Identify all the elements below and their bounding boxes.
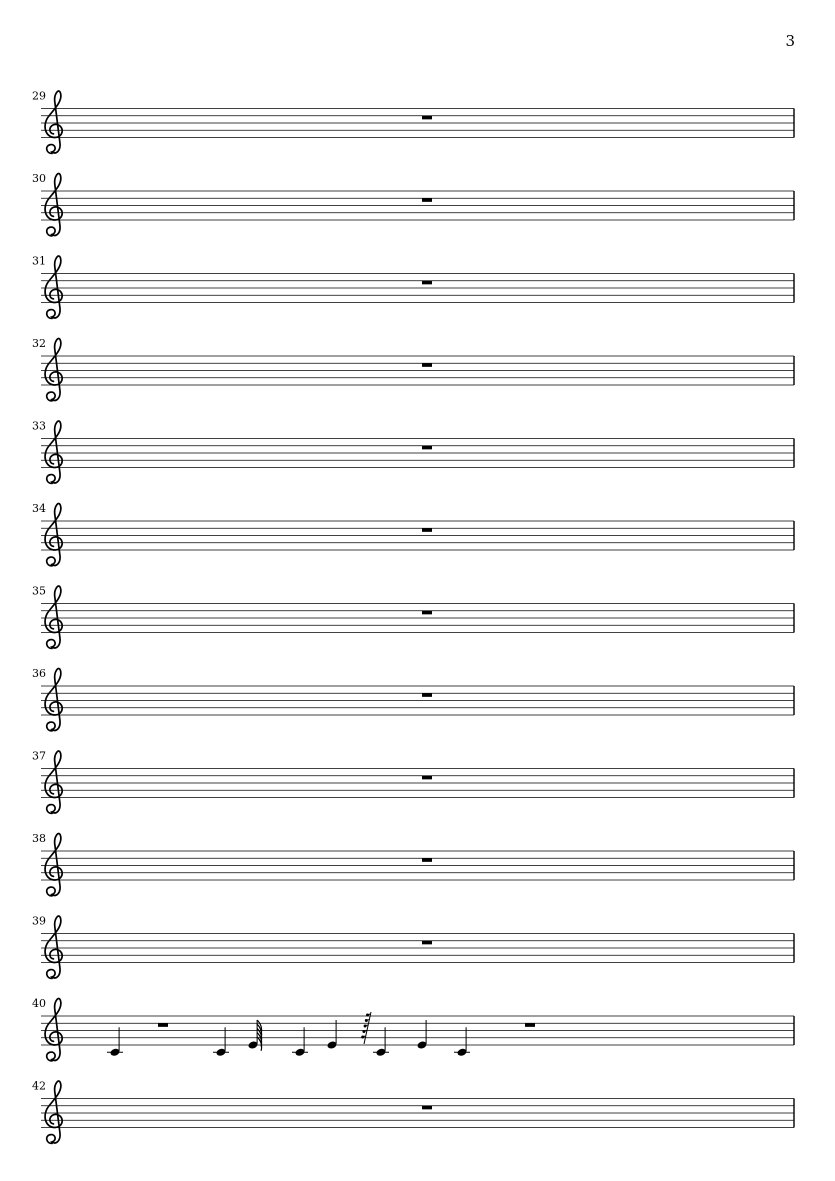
measure-number: 40: [32, 997, 46, 1010]
treble-clef-icon: [45, 421, 62, 483]
staff-system: [32, 337, 794, 401]
treble-clef-icon: [45, 669, 62, 731]
treble-clef-icon: [45, 1081, 62, 1143]
measure-number: 29: [32, 89, 46, 103]
measure-number: 36: [32, 667, 46, 680]
treble-clef-icon: [45, 834, 62, 896]
page-number: 3: [785, 32, 795, 50]
treble-clef-icon: [45, 504, 62, 566]
whole-rest: [422, 693, 432, 697]
treble-clef-icon: [45, 339, 62, 401]
rest-stem: [364, 1012, 371, 1044]
staff-system: [32, 172, 794, 236]
whole-rest: [422, 941, 432, 945]
treble-clef-icon: [45, 751, 62, 813]
measure-number: 39: [32, 914, 46, 928]
staff-system: [32, 832, 794, 896]
treble-clef-icon: [45, 256, 62, 318]
staff-system: [32, 667, 794, 731]
measure-number: 37: [32, 749, 46, 763]
treble-clef-icon: [45, 999, 62, 1061]
treble-clef-icon: [45, 916, 62, 978]
treble-clef-icon: [45, 91, 62, 153]
whole-rest: [158, 1023, 168, 1027]
staff-system: [32, 997, 794, 1061]
whole-rest: [422, 1106, 432, 1110]
staff-system: [32, 750, 794, 814]
whole-rest: [422, 611, 432, 615]
whole-rest: [422, 363, 432, 367]
whole-rest: [422, 858, 432, 862]
treble-clef-icon: [45, 586, 62, 648]
staff-system: [32, 420, 794, 484]
whole-rest: [422, 198, 432, 202]
measure-number: 31: [32, 254, 46, 268]
measure-number: 38: [32, 832, 46, 845]
staff-system: [32, 585, 794, 649]
measure-number: 34: [32, 502, 46, 515]
staff-system: [32, 255, 794, 319]
measure-number: 35: [32, 584, 46, 598]
staff-system: [32, 1080, 794, 1144]
measure-number: 42: [32, 1079, 46, 1093]
whole-rest: [422, 528, 432, 532]
staff-system: [32, 90, 794, 154]
whole-rest: [422, 776, 432, 780]
treble-clef-icon: [45, 174, 62, 236]
whole-rest: [525, 1023, 535, 1027]
staff-system: [32, 502, 794, 566]
whole-rest: [422, 446, 432, 450]
measure-number: 33: [32, 419, 46, 433]
whole-rest: [422, 116, 432, 120]
whole-rest: [422, 281, 432, 285]
measure-number: 32: [32, 337, 46, 350]
measure-number: 30: [32, 172, 46, 185]
staff-system: [32, 915, 794, 979]
